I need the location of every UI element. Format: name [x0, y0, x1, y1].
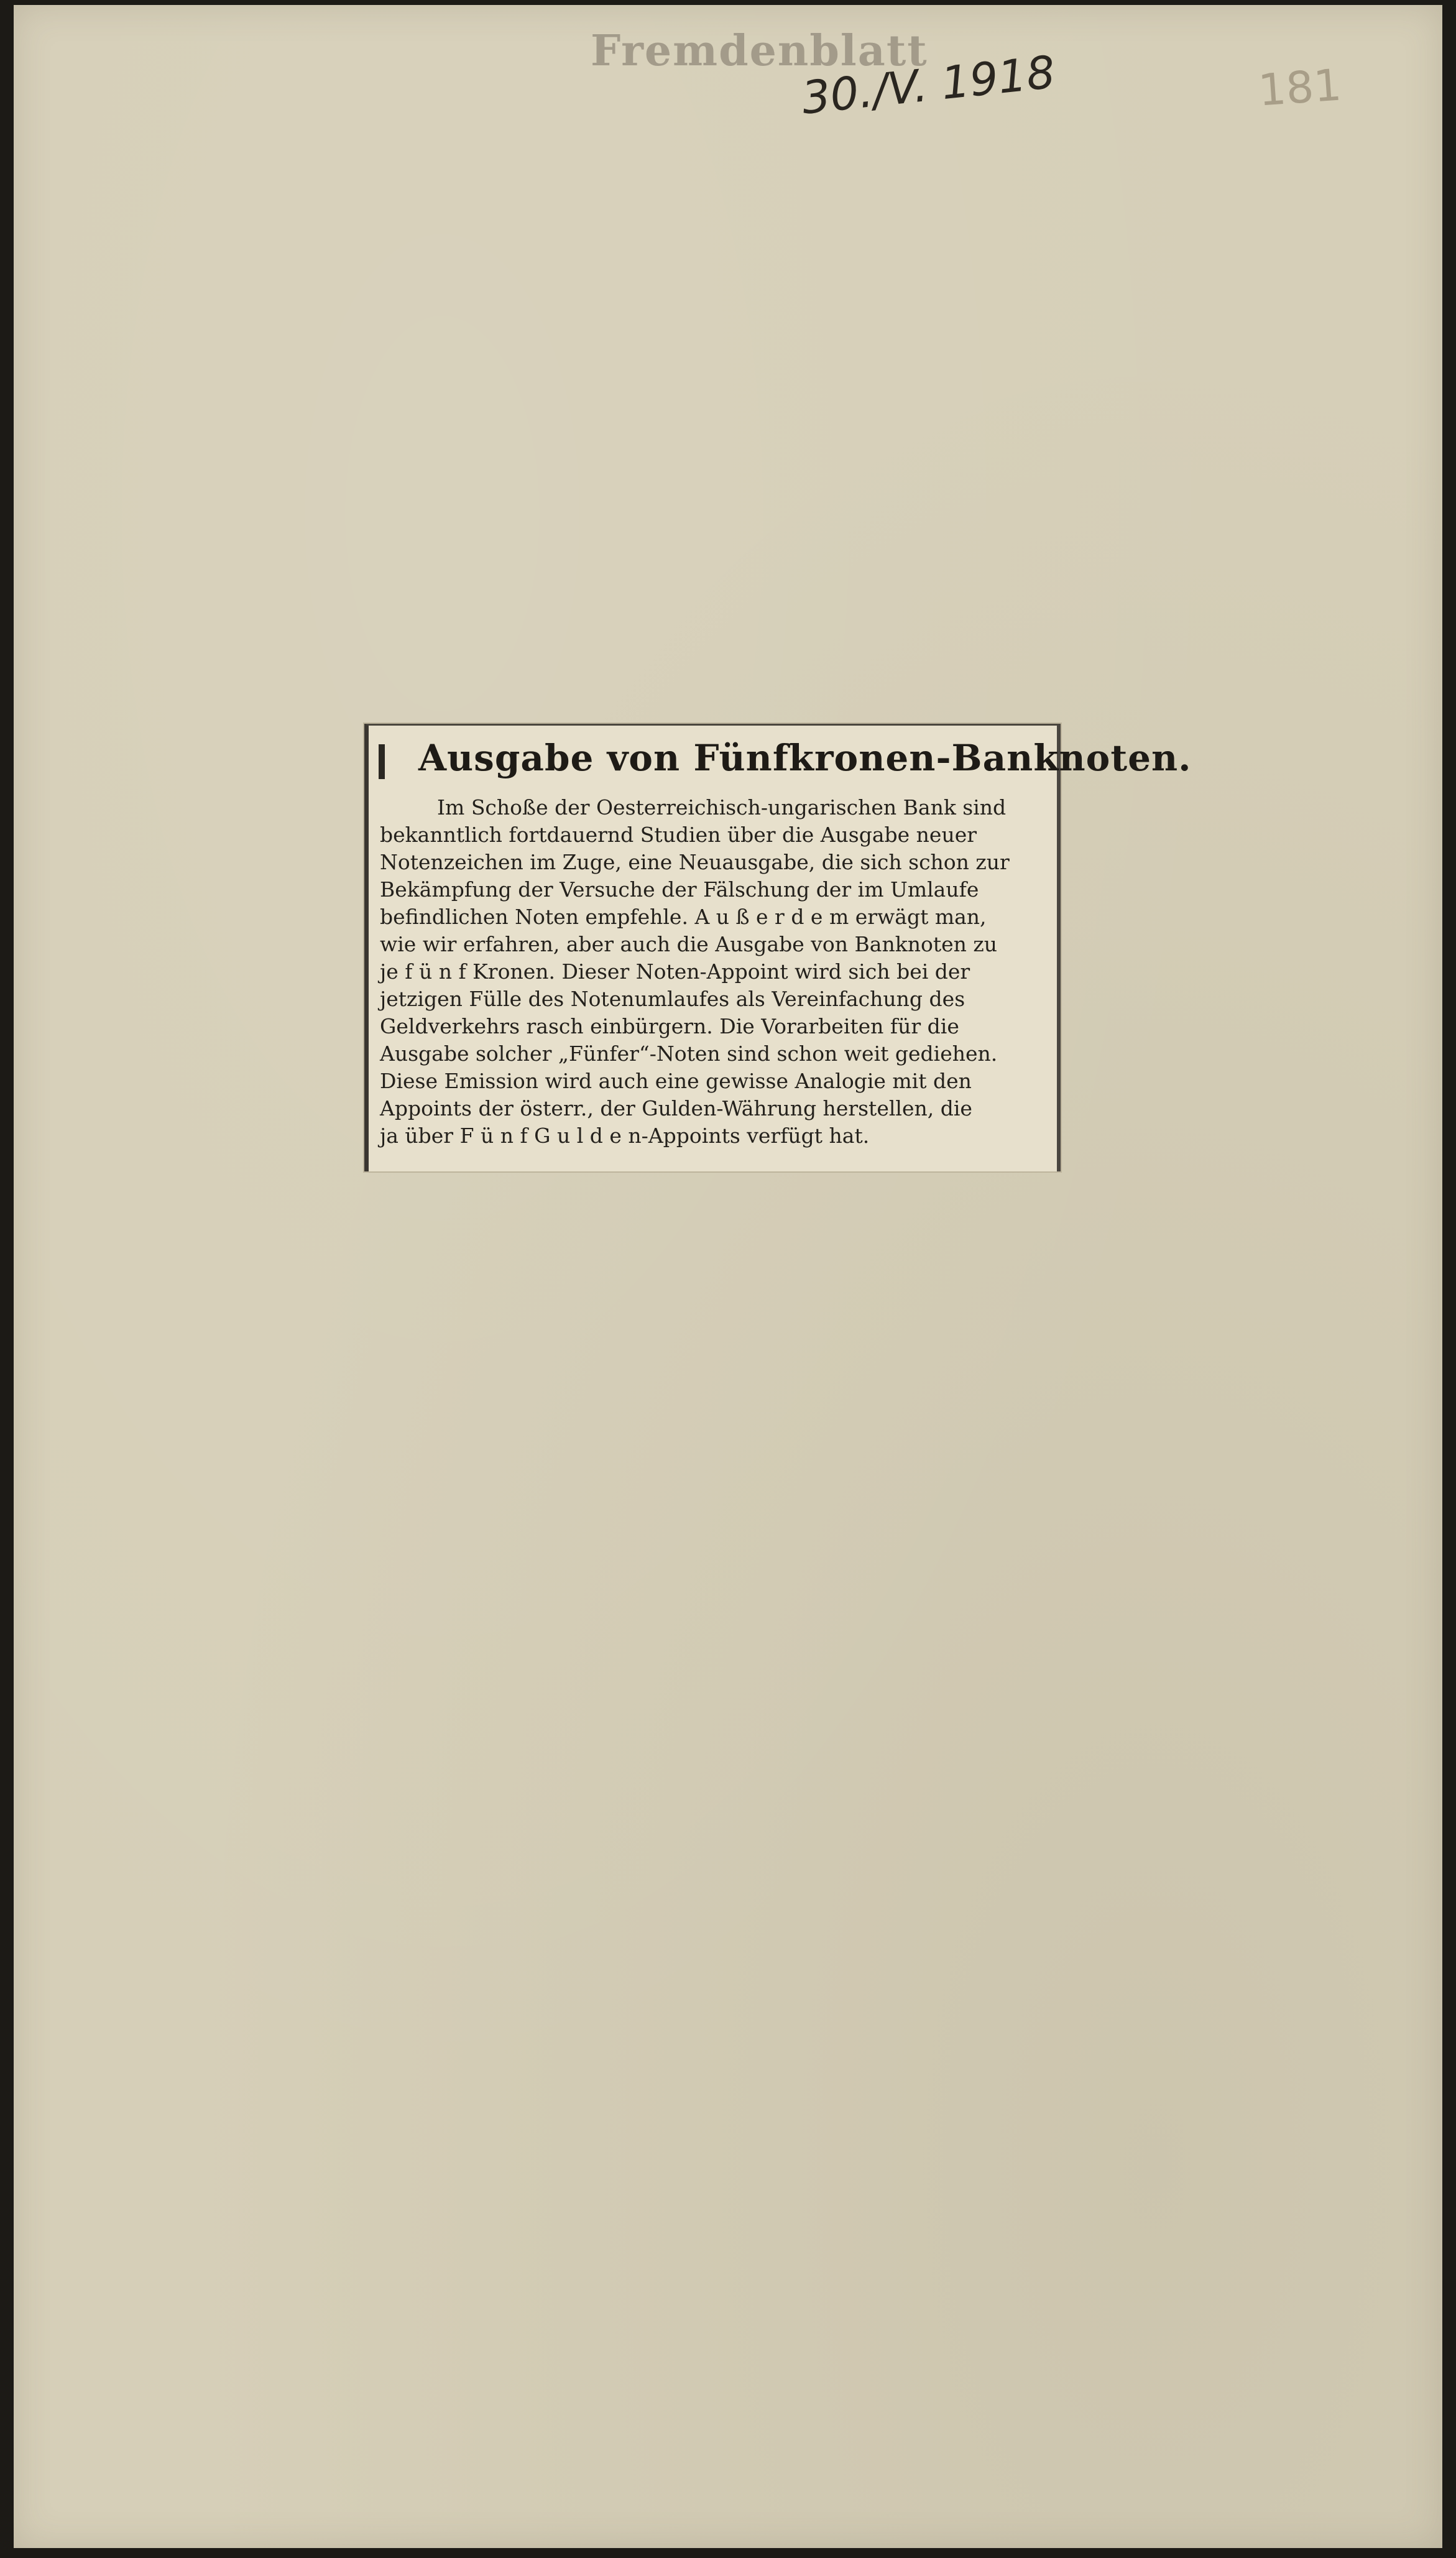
article-line: Bekämpfung der Versuche der Fälschung der im Umlaufe — [380, 877, 979, 902]
article-line: Diese Emission wird auch eine gewisse Analogie mit den — [380, 1069, 972, 1093]
article-line: bekanntlich fortdauernd Studien über die Ausgabe neuer — [380, 823, 977, 847]
newspaper-clipping — [364, 724, 1192, 1171]
article-line: ja über F ü n f G u l d e n-Appoints verfügt hat. — [380, 1124, 870, 1148]
article-line: Geldverkehrs rasch einbürgern. Die Vorarbeiten für die — [380, 1014, 959, 1038]
column-marker — [379, 744, 385, 779]
article-line: Notenzeichen im Zuge, eine Neuausgabe, die sich schon zur — [380, 850, 1010, 874]
article-line: Im Schoße der Oesterreichisch-ungarischen Bank sind — [437, 795, 1007, 820]
newspaper-stamp: Fremdenblatt — [591, 26, 928, 76]
article-headline: Ausgabe von Fünfkronen-Banknoten. — [418, 737, 1192, 779]
article-line: je f ü n f Kronen. Dieser Noten-Appoint wird sich bei der — [380, 959, 970, 984]
archive-sheet — [14, 5, 1442, 2548]
handwritten-date: 30./V. 1918 — [799, 45, 1057, 124]
article-line: Ausgabe solcher „Fünfer“-Noten sind schon weit gediehen. — [380, 1041, 998, 1066]
article-line: befindlichen Noten empfehle. A u ß e r d e m erwägt man, — [380, 905, 987, 929]
article-line: jetzigen Fülle des Notenumlaufes als Vereinfachung des — [380, 987, 965, 1011]
article-line: Appoints der österr., der Gulden-Währung herstellen, die — [380, 1096, 972, 1120]
page-number: 181 — [1256, 59, 1343, 116]
article-line: wie wir erfahren, aber auch die Ausgabe von Banknoten zu — [380, 932, 997, 956]
article-body — [380, 794, 1051, 1150]
